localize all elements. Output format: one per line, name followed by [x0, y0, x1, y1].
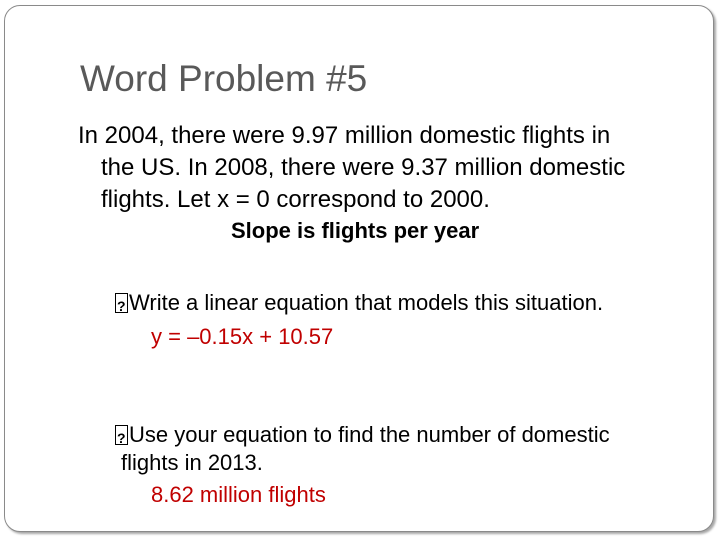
question-1 — [115, 288, 603, 318]
answer-1: y = –0.15x + 10.57 — [151, 324, 334, 349]
question-2 — [115, 420, 610, 450]
problem-line-2: the US. In 2008, there were 9.37 million domestic — [101, 154, 626, 181]
answer-2: 8.62 million flights — [151, 482, 326, 507]
missing-glyph-icon — [115, 293, 128, 313]
problem-statement — [78, 120, 698, 216]
question-1-text: Write a linear equation that models this situation. — [129, 290, 604, 315]
problem-line-1: In 2004, there were 9.97 million domestic flights in — [78, 122, 611, 149]
question-2-text: Use your equation to find the number of domestic — [129, 422, 610, 447]
problem-line-3: flights. Let x = 0 correspond to 2000. — [101, 186, 490, 213]
slide-title: Word Problem #5 — [80, 58, 368, 99]
slope-note: Slope is flights per year — [231, 218, 480, 243]
missing-glyph-icon — [115, 425, 128, 445]
question-2-continuation: flights in 2013. — [121, 450, 263, 475]
